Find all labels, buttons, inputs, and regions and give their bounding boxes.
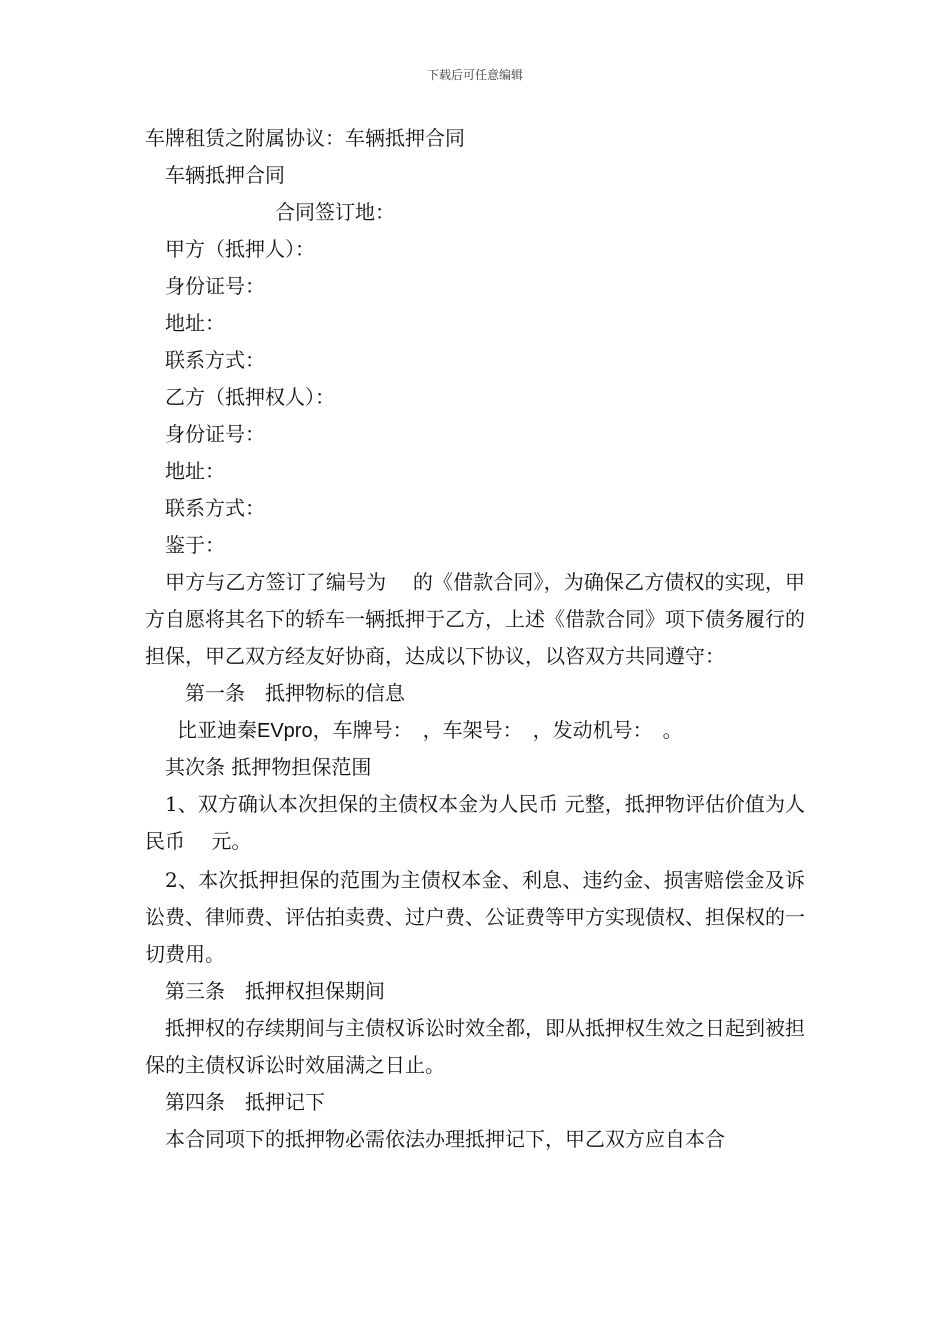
contract-subtitle: 车辆抵押合同	[165, 163, 285, 187]
party-a-label: 甲方（抵押人）：	[165, 237, 315, 261]
party-a-id-label: 身份证号：	[165, 274, 265, 298]
party-b-address-label: 地址：	[165, 459, 225, 483]
whereas-paragraph: 甲方与乙方签订了编号为 的《借款合同》，为确保乙方债权的实现，甲方自愿将其名下的轿车一辆抵押于乙方，上述《借款合同》项下债务履行的担保，甲乙双方经友好协商，达成以下协议，以咨双方共同遵守：	[145, 570, 805, 668]
article-1-text	[145, 712, 805, 749]
article-4-text: 本合同项下的抵押物必需依法办理抵押记下，甲乙双方应自本合	[165, 1127, 725, 1151]
article-2-heading: 其次条 抵押物担保范围	[165, 755, 372, 779]
party-a-address-label: 地址：	[165, 311, 225, 335]
whereas-label: 鉴于：	[165, 533, 225, 557]
article-2-item-1: 1、双方确认本次担保的主债权本金为人民币 元整，抵押物评估价值为人民币 元。	[145, 792, 805, 853]
party-a-contact-label: 联系方式：	[165, 348, 265, 372]
vehicle-brand: 比亚迪秦	[177, 718, 257, 742]
article-3-text: 抵押权的存续期间与主债权诉讼时效全都，即从抵押权生效之日起到被担保的主债权诉讼时效届满之日止。	[145, 1016, 805, 1077]
vehicle-model: EVpro	[257, 720, 313, 742]
party-b-contact-label: 联系方式：	[165, 496, 265, 520]
party-b-id-label: 身份证号：	[165, 422, 265, 446]
document-body	[145, 120, 805, 1158]
document-title: 车牌租赁之附属协议：车辆抵押合同	[145, 126, 465, 150]
article-1-heading: 第一条 抵押物标的信息	[185, 681, 405, 705]
article-4-heading: 第四条 抵押记下	[165, 1090, 325, 1114]
article-3-heading: 第三条 抵押权担保期间	[165, 979, 385, 1003]
vehicle-details: ，车牌号： ，车架号： ，发动机号： 。	[312, 718, 683, 742]
party-b-label: 乙方（抵押权人）：	[165, 385, 335, 409]
article-2-item-2: 2、本次抵押担保的范围为主债权本金、利息、违约金、损害赔偿金及诉讼费、律师费、评估拍卖费、过户费、公证费等甲方实现债权、担保权的一切费用。	[145, 868, 805, 966]
sign-place-label: 合同签订地：	[275, 200, 395, 224]
header-note: 下载后可任意编辑	[426, 68, 523, 82]
